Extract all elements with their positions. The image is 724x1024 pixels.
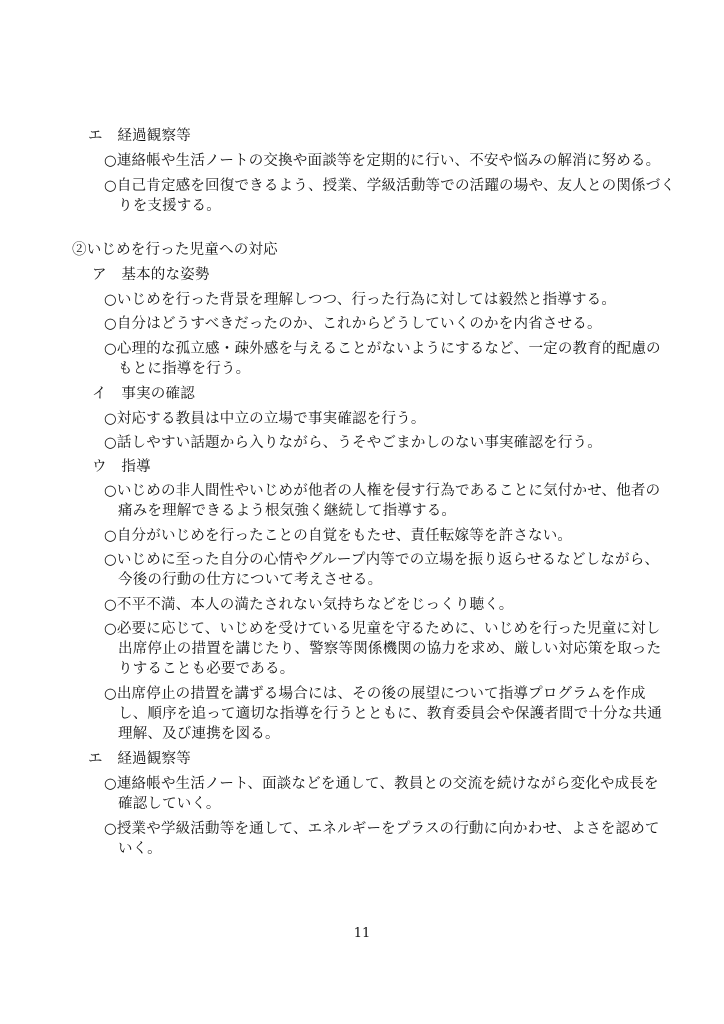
list-item: ○いじめに至った自分の心情やグループ内等での立場を振り返らせるなどしながら、 (104, 552, 660, 568)
list-item: ○授業や学級活動等を通して、エネルギーをプラスの行動に向かわせ、よさを認めて (104, 821, 660, 837)
list-item: ○話しやすい話題から入りながら、うそやごまかしのない事実確認を行う。 (104, 435, 602, 451)
list-item: ○自己肯定感を回復できるよう、授業、学級活動等での活躍の場や、友人との関係づく (104, 178, 676, 194)
list-item-continuation: 理解、及び連携を図る。 (118, 726, 280, 742)
section-heading-e1: エ 経過観察等 (88, 128, 191, 144)
list-item-continuation: 出席停止の措置を講じたり、警察等関係機関の協力を求め、厳しい対応策を取った (118, 641, 662, 657)
page-number: 11 (353, 926, 371, 941)
list-item: ○不平不満、本人の満たされない気持ちなどをじっくり聴く。 (104, 597, 514, 613)
subsection-heading-u: ウ 指導 (92, 459, 151, 475)
list-item: ○連絡帳や生活ノート、面談などを通して、教員との交流を続けながら変化や成長を (104, 776, 659, 792)
subsection-heading-a: ア 基本的な姿勢 (92, 267, 210, 283)
section-heading-2: ②いじめを行った児童への対応 (72, 242, 278, 258)
list-item: ○出席停止の措置を講ずる場合には、その後の展望について指導プログラムを作成 (104, 686, 646, 702)
subsection-heading-i: イ 事実の確認 (92, 386, 195, 402)
list-item: ○いじめを行った背景を理解しつつ、行った行為に対しては毅然と指導する。 (104, 292, 617, 308)
list-item: ○いじめの非人間性やいじめが他者の人権を侵す行為であることに気付かせ、他者の (104, 483, 661, 499)
list-item: ○必要に応じて、いじめを受けている児童を守るために、いじめを行った児童に対し (104, 621, 661, 637)
list-item-continuation: 今後の行動の仕方について考えさせる。 (118, 572, 383, 588)
list-item-continuation: もとに指導を行う。 (118, 361, 251, 377)
list-item: ○連絡帳や生活ノートの交換や面談等を定期的に行い、不安や悩みの解消に努める。 (104, 153, 661, 169)
subsection-heading-e2: エ 経過観察等 (88, 751, 191, 767)
list-item-continuation: りすることも必要である。 (118, 661, 295, 677)
list-item: ○自分がいじめを行ったことの自覚をもたせ、責任転嫁等を許さない。 (104, 528, 573, 544)
list-item: ○心理的な孤立感・疎外感を与えることがないようにするなど、一定の教育的配慮の (104, 341, 661, 357)
list-item-continuation: 確認していく。 (118, 796, 221, 812)
list-item: ○自分はどうすべきだったのか、これからどうしていくのかを内省させる。 (104, 316, 602, 332)
list-item-continuation: いく。 (118, 841, 162, 857)
list-item-continuation: し、順序を追って適切な指導を行うとともに、教育委員会や保護者間で十分な共通 (118, 706, 662, 722)
list-item-continuation: 痛みを理解できるよう根気強く継続して指導する。 (118, 503, 457, 519)
list-item-continuation: りを支援する。 (118, 198, 221, 214)
list-item: ○対応する教員は中立の立場で事実確認を行う。 (104, 411, 426, 427)
